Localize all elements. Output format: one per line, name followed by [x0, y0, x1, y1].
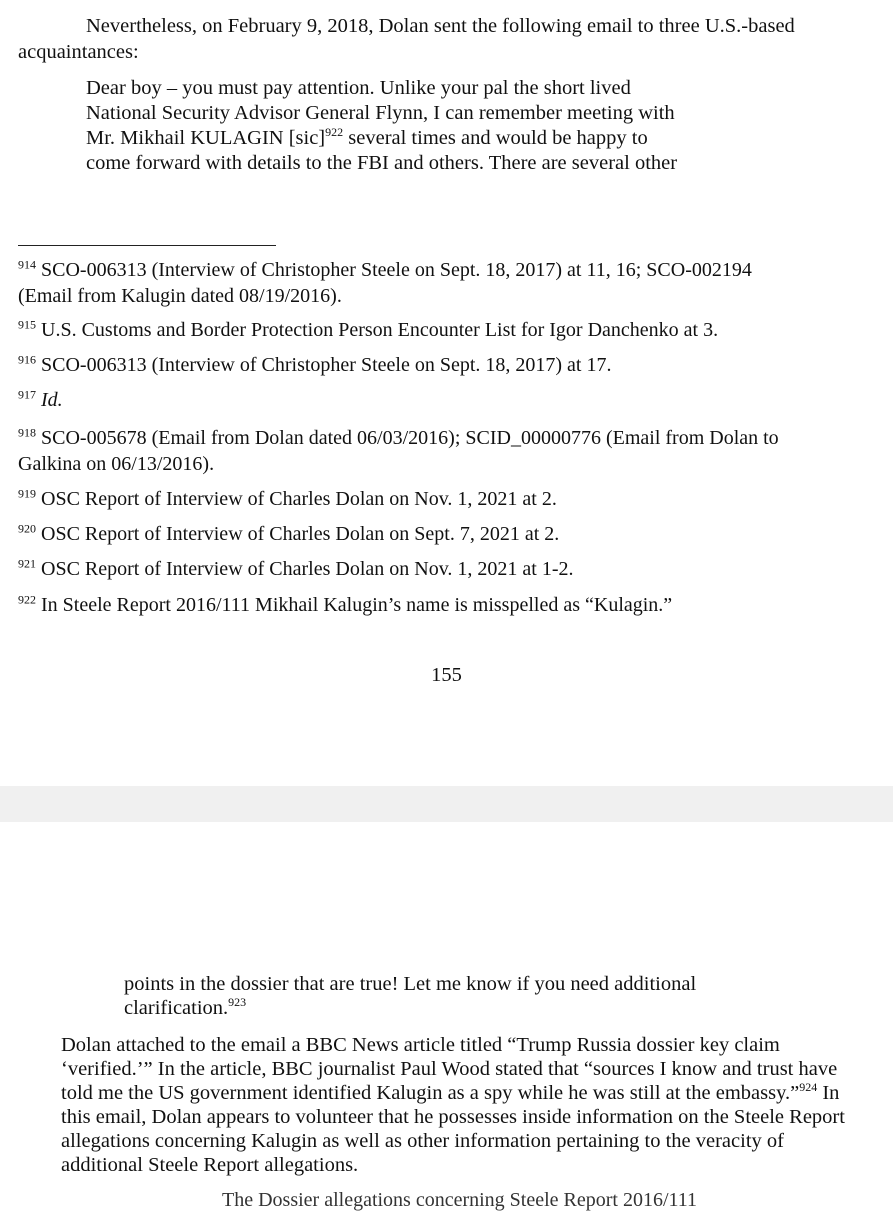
footnote-text: SCO-006313 (Interview of Christopher Steele on Sept. 18, 2017) at 11, 16; SCO-002194 — [36, 259, 752, 281]
footnote-number: 916 — [18, 352, 36, 367]
footnote-number: 915 — [18, 317, 36, 332]
footnote-number: 914 — [18, 257, 36, 272]
footnote-number: 919 — [18, 486, 36, 501]
footnote-number: 920 — [18, 521, 36, 536]
footnote-ref-923: 923 — [228, 995, 247, 1010]
footnote-921 — [18, 557, 574, 581]
footnote-text: SCO-005678 (Email from Dolan dated 06/03/2016); SCID_00000776 (Email from Dolan to — [36, 427, 779, 449]
paragraph-line: Dolan attached to the email a BBC News article titled “Trump Russia dossier key claim — [61, 1034, 780, 1056]
footnote-920 — [18, 522, 559, 546]
footnote-number: 917 — [18, 387, 36, 402]
paragraph-line — [61, 1081, 839, 1105]
footnote-text: Id. — [36, 389, 63, 411]
quote-line: come forward with details to the FBI and others. There are several other — [86, 152, 678, 174]
footnote-text: OSC Report of Interview of Charles Dolan on Nov. 1, 2021 at 1-2. — [36, 558, 574, 580]
quote-text: several times and would be happy to — [343, 127, 648, 149]
quote-line: Dear boy – you must pay attention. Unlike your pal the short lived — [86, 77, 631, 99]
quote-line: points in the dossier that are true! Let me know if you need additional — [124, 973, 697, 995]
cut-off-line: The Dossier allegations concerning Steele Report 2016/111 — [222, 1189, 698, 1211]
paragraph-line: allegations concerning Kalugin as well as other information pertaining to the veracity of — [61, 1130, 784, 1152]
paragraph-text: told me the US government identified Kalugin as a spy while he was still at the embassy.” — [61, 1082, 800, 1104]
footnote-918-cont: Galkina on 06/13/2016). — [18, 453, 215, 475]
footnote-text: OSC Report of Interview of Charles Dolan on Sept. 7, 2021 at 2. — [36, 523, 560, 545]
quote-line: National Security Advisor General Flynn, I can remember meeting with — [86, 102, 675, 124]
footnote-914 — [18, 258, 752, 282]
footnote-number: 918 — [18, 425, 36, 440]
footnote-919 — [18, 487, 557, 511]
footnote-922 — [18, 593, 672, 617]
footnote-915 — [18, 318, 718, 342]
footnote-separator — [18, 245, 276, 246]
footnote-917 — [18, 388, 63, 412]
footnote-ref-922: 922 — [325, 125, 344, 140]
footnote-number: 922 — [18, 592, 36, 607]
quote-text: Mr. Mikhail KULAGIN [sic] — [86, 127, 326, 149]
page-gap — [0, 786, 893, 822]
paragraph-line: this email, Dolan appears to volunteer that he possesses inside information on the Steele Report — [61, 1106, 845, 1128]
footnote-914-cont: (Email from Kalugin dated 08/19/2016). — [18, 285, 342, 307]
footnote-916 — [18, 353, 611, 377]
footnote-ref-924: 924 — [799, 1080, 818, 1095]
footnote-text: U.S. Customs and Border Protection Person Encounter List for Igor Danchenko at 3. — [36, 319, 719, 341]
intro-paragraph-line: Nevertheless, on February 9, 2018, Dolan sent the following email to three U.S.-based — [86, 15, 795, 37]
quote-text: clarification. — [124, 997, 229, 1019]
paragraph-line: additional Steele Report allegations. — [61, 1154, 359, 1176]
footnote-number: 921 — [18, 556, 36, 571]
paragraph-line: ‘verified.’” In the article, BBC journalist Paul Wood stated that “sources I know and trust have — [61, 1058, 838, 1080]
page-number: 155 — [431, 664, 462, 686]
quote-line — [124, 996, 246, 1020]
footnote-text: In Steele Report 2016/111 Mikhail Kalugin’s name is misspelled as “Kulagin.” — [36, 594, 673, 616]
footnote-text: SCO-006313 (Interview of Christopher Steele on Sept. 18, 2017) at 17. — [36, 354, 612, 376]
footnote-text: OSC Report of Interview of Charles Dolan on Nov. 1, 2021 at 2. — [36, 488, 557, 510]
intro-paragraph-line: acquaintances: — [18, 41, 139, 63]
quote-line — [86, 126, 648, 150]
paragraph-text: In — [817, 1082, 840, 1104]
footnote-918 — [18, 426, 779, 450]
